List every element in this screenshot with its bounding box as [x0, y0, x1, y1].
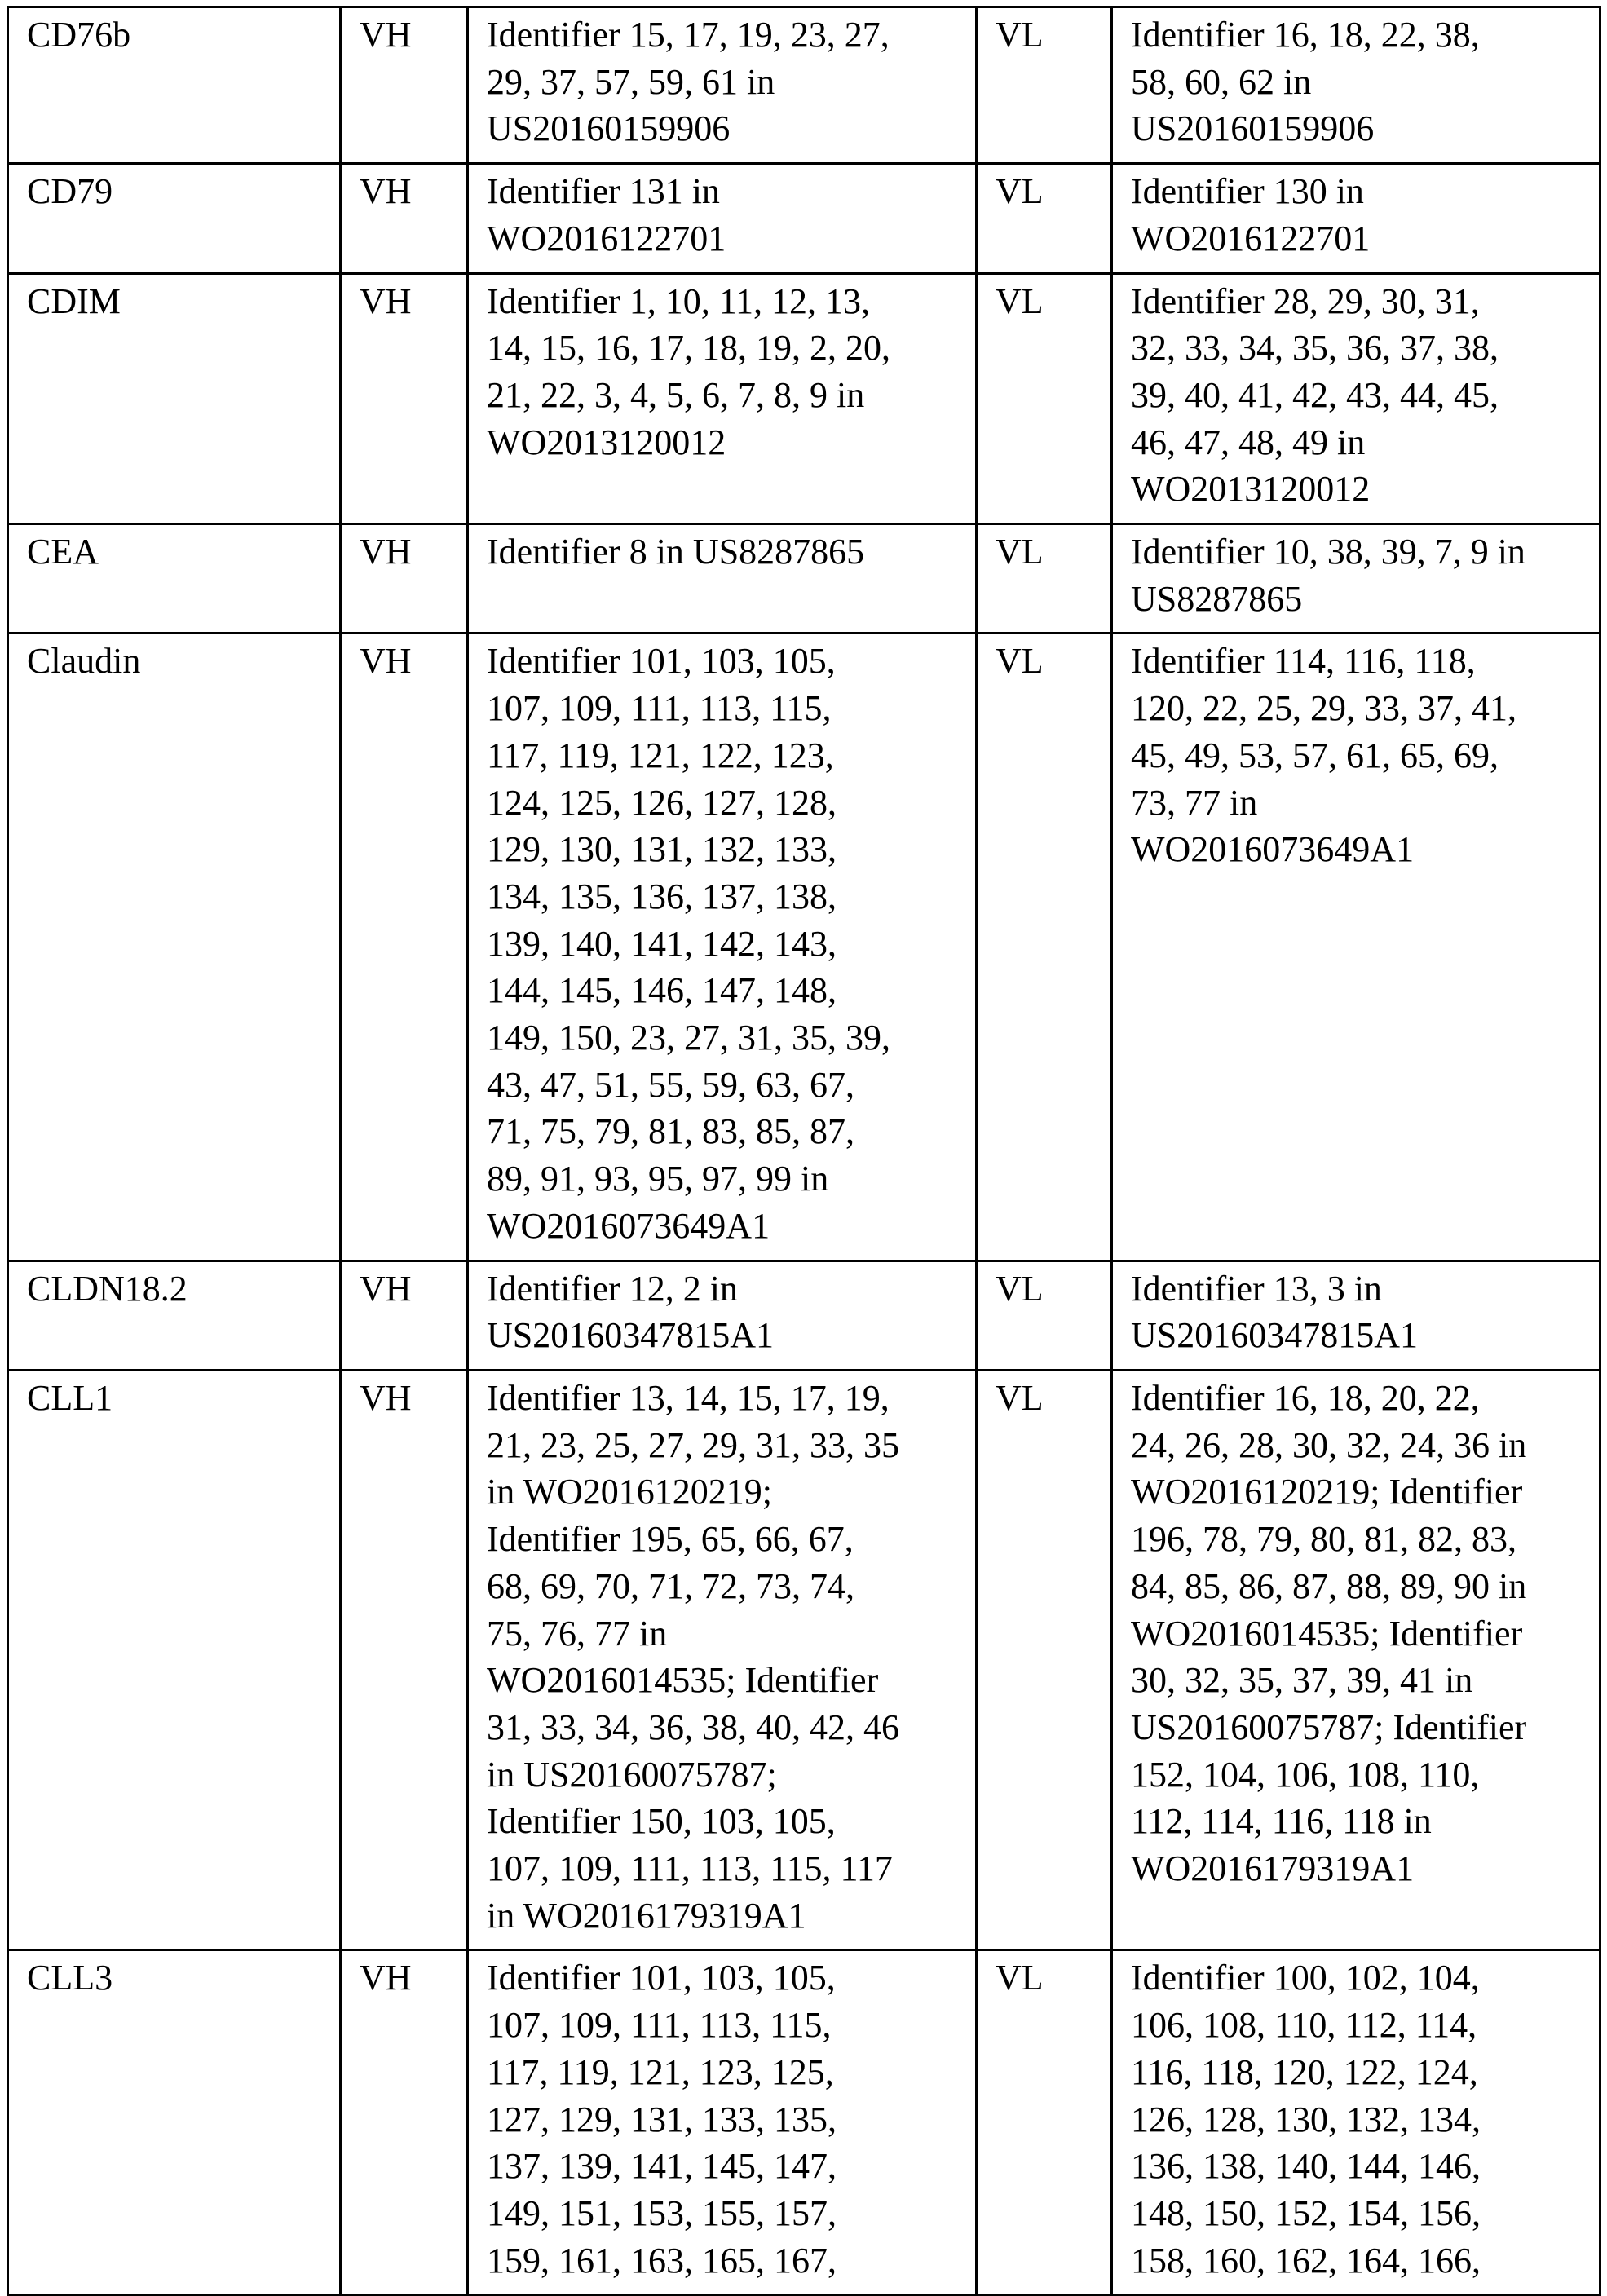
light-chain-identifiers-cell: Identifier 100, 102, 104, 106, 108, 110, 112, 114, 116, 118, 120, 122, 124, 126, 128, 130, 132, 134, 136, 138, 140, 144, 146, 148, 150, 152, 154, 156, 158, 160, 162, 164, 166, [1112, 1950, 1600, 2295]
light-chain-identifiers-cell: Identifier 16, 18, 20, 22, 24, 26, 28, 30, 32, 24, 36 in WO2016120219; Identifier 196, 78, 79, 80, 81, 82, 83, 84, 85, 86, 87, 88, 89, 90 in WO2016014535; Identifier 30, 32, 35, 37, 39, 41 in US20160075787; Identifier 152, 104, 106, 108, 110, 112, 114, 116, 118 in WO2016179319A1 [1112, 1370, 1600, 1949]
table-row [8, 1370, 1600, 1949]
light-chain-label-cell: VL [977, 1261, 1112, 1370]
target-cell: CD76b [8, 7, 341, 164]
light-chain-identifiers-cell: Identifier 28, 29, 30, 31, 32, 33, 34, 35, 36, 37, 38, 39, 40, 41, 42, 43, 44, 45, 46, 47, 48, 49 in WO2013120012 [1112, 273, 1600, 524]
light-chain-label-cell: VL [977, 524, 1112, 634]
light-chain-label-cell: VL [977, 164, 1112, 273]
antibody-sequence-table-container [7, 6, 1599, 2296]
light-chain-identifiers-cell: Identifier 13, 3 in US20160347815A1 [1112, 1261, 1600, 1370]
heavy-chain-identifiers-cell: Identifier 15, 17, 19, 23, 27, 29, 37, 57, 59, 61 in US20160159906 [468, 7, 977, 164]
table-row [8, 524, 1600, 634]
table-row [8, 1950, 1600, 2295]
light-chain-label-cell: VL [977, 1950, 1112, 2295]
heavy-chain-label-cell: VH [341, 1261, 468, 1370]
target-cell: CLL3 [8, 1950, 341, 2295]
light-chain-identifiers-cell: Identifier 130 in WO2016122701 [1112, 164, 1600, 273]
light-chain-label-cell: VL [977, 273, 1112, 524]
heavy-chain-identifiers-cell: Identifier 101, 103, 105, 107, 109, 111, 113, 115, 117, 119, 121, 123, 125, 127, 129, 131, 133, 135, 137, 139, 141, 145, 147, 149, 151, 153, 155, 157, 159, 161, 163, 165, 167, [468, 1950, 977, 2295]
antibody-sequence-table [7, 6, 1601, 2296]
target-cell: CD79 [8, 164, 341, 273]
heavy-chain-label-cell: VH [341, 524, 468, 634]
target-cell: CEA [8, 524, 341, 634]
light-chain-identifiers-cell: Identifier 10, 38, 39, 7, 9 in US8287865 [1112, 524, 1600, 634]
heavy-chain-identifiers-cell: Identifier 1, 10, 11, 12, 13, 14, 15, 16, 17, 18, 19, 2, 20, 21, 22, 3, 4, 5, 6, 7, 8, 9 in WO2013120012 [468, 273, 977, 524]
heavy-chain-label-cell: VH [341, 7, 468, 164]
table-row [8, 7, 1600, 164]
target-cell: Claudin [8, 634, 341, 1261]
heavy-chain-label-cell: VH [341, 164, 468, 273]
heavy-chain-label-cell: VH [341, 273, 468, 524]
heavy-chain-identifiers-cell: Identifier 12, 2 in US20160347815A1 [468, 1261, 977, 1370]
target-cell: CLL1 [8, 1370, 341, 1949]
target-cell: CLDN18.2 [8, 1261, 341, 1370]
table-row [8, 273, 1600, 524]
light-chain-identifiers-cell: Identifier 114, 116, 118, 120, 22, 25, 29, 33, 37, 41, 45, 49, 53, 57, 61, 65, 69, 73, 77 in WO2016073649A1 [1112, 634, 1600, 1261]
table-row [8, 1261, 1600, 1370]
light-chain-label-cell: VL [977, 1370, 1112, 1949]
heavy-chain-label-cell: VH [341, 1950, 468, 2295]
heavy-chain-identifiers-cell: Identifier 101, 103, 105, 107, 109, 111, 113, 115, 117, 119, 121, 122, 123, 124, 125, 126, 127, 128, 129, 130, 131, 132, 133, 134, 135, 136, 137, 138, 139, 140, 141, 142, 143, 144, 145, 146, 147, 148, 149, 150, 23, 27, 31, 35, 39, 43, 47, 51, 55, 59, 63, 67, 71, 75, 79, 81, 83, 85, 87, 89, 91, 93, 95, 97, 99 in WO2016073649A1 [468, 634, 977, 1261]
heavy-chain-identifiers-cell: Identifier 131 in WO2016122701 [468, 164, 977, 273]
table-row [8, 164, 1600, 273]
light-chain-label-cell: VL [977, 7, 1112, 164]
heavy-chain-identifiers-cell: Identifier 8 in US8287865 [468, 524, 977, 634]
heavy-chain-label-cell: VH [341, 634, 468, 1261]
heavy-chain-label-cell: VH [341, 1370, 468, 1949]
light-chain-identifiers-cell: Identifier 16, 18, 22, 38, 58, 60, 62 in US20160159906 [1112, 7, 1600, 164]
table-row [8, 634, 1600, 1261]
target-cell: CDIM [8, 273, 341, 524]
table-body [8, 7, 1600, 2295]
light-chain-label-cell: VL [977, 634, 1112, 1261]
heavy-chain-identifiers-cell: Identifier 13, 14, 15, 17, 19, 21, 23, 25, 27, 29, 31, 33, 35 in WO2016120219; Identifier 195, 65, 66, 67, 68, 69, 70, 71, 72, 73, 74, 75, 76, 77 in WO2016014535; Identifier 31, 33, 34, 36, 38, 40, 42, 46 in US20160075787; Identifier 150, 103, 105, 107, 109, 111, 113, 115, 117 in WO2016179319A1 [468, 1370, 977, 1949]
